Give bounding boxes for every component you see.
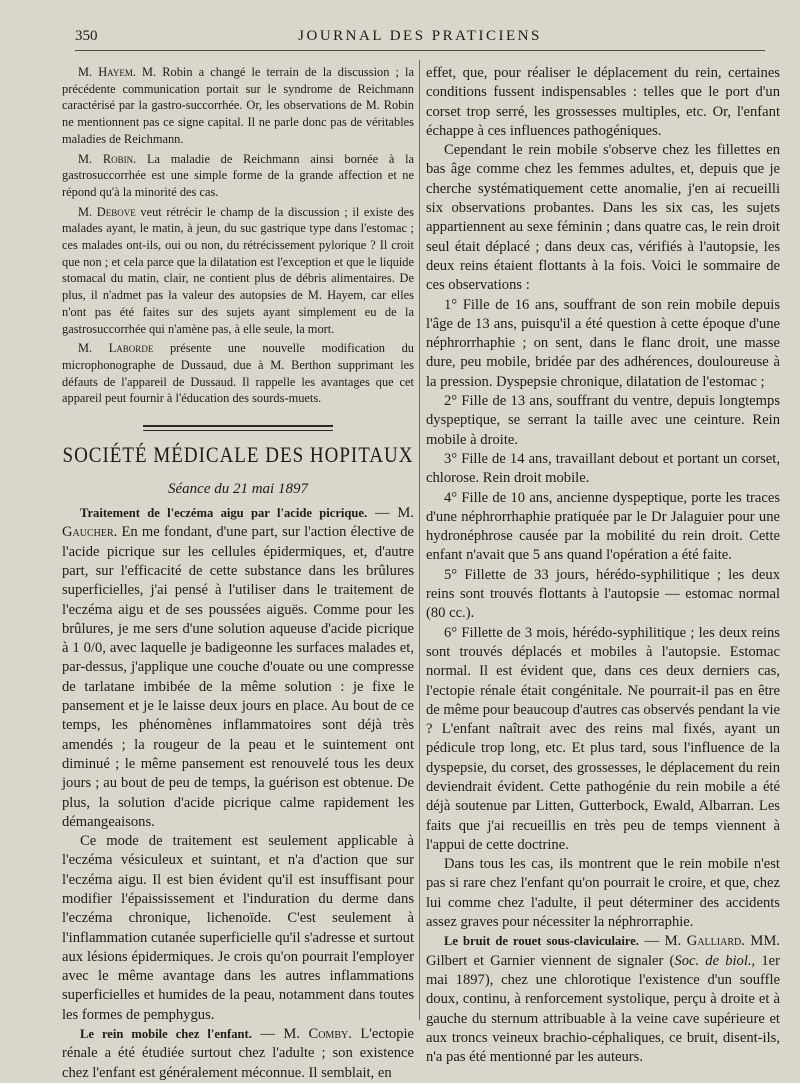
article-body [62,504,414,1083]
section-separator [143,425,333,431]
left-column [62,64,414,1083]
column-divider [419,60,420,1020]
paragraph: Dans tous les cas, ils montrent que le rein mobile n'est pas si rare chez l'enfant qu'on pourrait le croire, et que, chez lui comme chez l'adulte, il peut déterminer des accidents assez graves pour nécessiter la néphrorraphie. [426,856,780,931]
observation-item: 6° Fillette de 3 mois, hérédo-syphilitique ; les deux reins sont trouvés déplacés et mobiles à l'autopsie. Estomac normal. Il est évident que, dans ces deux derniers cas, l'ectopie rénale était congénitale. Ne pourrait-il pas en être de même pour beaucoup d'autres cas observés pendant la vie ? L'enfant naîtrait avec des reins mal fixés, ayant un pédicule trop long, etc. Et plus tard, sous l'influence de la dyspepsie, du corset, des grossesses, le déplacement du rein deviendrait évident. Cette pathogénie du rein mobile a été déjà soutenue par Litten, Gutterbock, Ewald, Albarran. Les faits que j'ai recueillis en très peu de temps viennent à l'appui de cette doctrine. [426,624,780,853]
section-title: SOCIÉTÉ MÉDICALE DES HOPITAUX [62,443,414,468]
discussion-block [62,64,414,407]
speaker-name: M. Laborde [78,341,154,356]
paragraph: Cependant le rein mobile s'observe chez les fillettes en bas âge comme chez les femmes adultes, et, depuis que je cherche systématiquement cette anomalie, j'en ai recueilli six observations probantes. Dans les six cas, les sujets appartiennent au sexe féminin ; dans quatre cas, le rein droit seul était déplacé ; dans deux cas, vérifiés à l'autopsie, les deux reins étaient flottants à la fois. Voici le sommaire de ces observations : [426,142,780,294]
paragraph: Ce mode de traitement est seulement applicable à l'eczéma vésiculeux et suintant, et n'a d'action que sur l'eczéma aigu. Il est bien évident qu'il est insuffisant pour modifier l'épaississement et l'induration du derme dans l'eczéma chronique, lichenoïde. C'est seulement à l'inflammation cutanée superficielle qu'il s'adresse et surtout aux lésions épidermiques. Je crois qu'on pourrait l'employer avec le même avantage dans les autres inflammations superficielles et humides de la peau, notamment dans toutes les formes de pemphygus. [62,833,414,1023]
speaker-name: M. Galliard. [664,933,745,950]
article-lead: Le bruit de rouet sous-claviculaire. [444,934,639,949]
speaker-name: M. Hayem. [78,65,136,79]
session-date: Séance du 21 mai 1897 [168,481,308,498]
speaker-name: M. Gaucher. [62,505,414,541]
paragraph-text: M. Robin a changé le terrain de la discussion ; la précédente communication portait sur le syndrome de Reichmann caractérisé par la gastro-succorrhée. Or, les observations de M. Robin ne mentionnent pas ce signe capital. Il ne parle donc pas de véritables maladies de Reichmann. [62,65,414,146]
page-header [75,26,765,51]
paragraph [62,64,414,148]
article-lead: Traitement de l'eczéma aigu par l'acide picrique. [80,506,368,521]
observation-item: 2° Fille de 13 ans, souffrant du ventre, depuis longtemps dyspeptique, se serrant la taille avec une ceinture. Rein mobile à droite. [426,393,780,448]
paragraph [62,151,414,201]
paragraph-text: L'ectopie rénale a été étudiée surtout chez l'adulte ; son existence chez l'enfant est généralement méconnue. Il semblait, en [62,1026,415,1081]
observation-item: 4° Fille de 10 ans, ancienne dyspeptique, porte les traces d'une néphrorrhaphie pratiquée par le Dr Jalaguier pour une hydronéphrose causée par la mobilité du rein droit. Cette enfant n'avait que 5 ans quand l'opération a été faite. [426,489,780,564]
speaker-name: M. Comby. [283,1026,352,1043]
paragraph-text: présente une nouvelle modification du microphonographe de Dussaud, due à M. Berthon supprimant les défauts de l'appareil de Dussaud. Il rappelle les avantages que cet appareil peut fournir à l'éducation des sourds-muets. [62,341,414,406]
right-column [426,64,780,1067]
paragraph: Traitement de l'eczéma aigu par l'acide picrique. — M. Gaucher. En me fondant, d'une part, sur l'action élective de l'acide picrique sur les cellules épidermiques, et, d'autre part, sur l'efficacité de cette substance dans les brûlures superficielles, j'ai pensé à l'utiliser dans le traitement de l'eczéma aigu et de ses poussées aiguës. Comme pour les brûlures, je me sers d'une solution aqueuse d'acide picrique à 1 0/0, avec laquelle je badigeonne les surfaces malades et, par-dessus, j'applique une couche d'ouate ou une compresse de tarlatane imbibée de la même solution : je fixe le pansement et je le laisse deux jours en place. Au bout de ce temps, les phénomènes inflammatoires sont déjà très amendés ; la rougeur de la peau et le suintement ont diminué ; le même pansement est renouvelé tous les deux jours ; au bout de peu de temps, la guérison est obtenue. De plus, la solution d'acide picrique calme rapidement les démangeaisons. [62,505,414,830]
speaker-name: M. Robin. [78,151,137,166]
paragraph [62,340,414,407]
observation-item: 5° Fillette de 33 jours, hérédo-syphilitique ; les deux reins sont trouvés flottants à l'autopsie — estomac normal (80 cc.). [426,566,780,622]
paragraph-text: veut rétrécir le champ de la discussion ; il existe des malades ayant, le matin, à jeun, du suc gastrique type dans l'estomac ; ces malades ont-ils, oui ou non, du rétrécissement pylorique ? Il croit que non ; et cela parce que la dilatation est l'exception et que le liquide stomacal du matin, clair, ne contient plus de débris alimentaires. De plus, il n'admet pas la valeur des autopsies de M. Hayem, car elles n'ont pas été faites sur des sujets ayant simplement eu de la gastrosuccorrhée qui n'amène pas, à elle seule, la mort. [62,204,414,336]
paragraph: Le rein mobile chez l'enfant. — M. Comby. L'ectopie rénale a été étudiée surtout chez l'adulte ; son existence chez l'enfant est généralement méconnue. Il semblait, en [62,1026,415,1081]
paragraph-text: La maladie de Reichmann ainsi bornée à la gastrosuccorrhée est une simple forme de la grande affection et ne répond qu'à la minorité des cas. [62,151,415,199]
speaker-name: M. Debove [78,204,136,219]
page-number: 350 [75,28,98,44]
observation-item: 1° Fille de 16 ans, souffrant de son rein mobile depuis l'âge de 13 ans, puisqu'il a été question à cette époque d'une néphrorrhaphie ; on sent, dans le flanc droit, une masse dure, peu mobile, bridée par des adhérences, douloureuse à la pression. Dyspepsie chronique, dilatation de l'estomac ; [426,296,780,390]
observation-item: 3° Fille de 14 ans, travaillant debout et portant un corset, chlorose. Rein droit mobile. [426,450,780,487]
article-lead: Le rein mobile chez l'enfant. [80,1027,252,1042]
paragraph-text: En me fondant, d'une part, sur l'action élective de l'acide picrique sur les cellules épidermiques, et, d'autre part, sur l'efficacité de cette substance dans les brûlures superficielles, j'ai pensé à l'utiliser dans le traitement de l'eczéma aigu et de ses poussées aiguës. Comme pour les brûlures, je me sers d'une solution aqueuse d'acide picrique à 1 0/0, avec laquelle je badigeonne les surfaces malades et, par-dessus, j'applique une couche d'ouate ou une compresse de tarlatane imbibée de la même solution : je fixe le pansement et je le laisse deux jours en place. Au bout de ce temps, les phénomènes inflammatoires sont déjà très amendés ; la rougeur de la peau et le suintement ont diminué ; le même pansement est renouvelé tous les deux jours ; au bout de peu de temps, la guérison est obtenue. De plus, la solution d'acide picrique calme rapidement les démangeaisons. [62,524,414,830]
paragraph [62,204,414,338]
running-head: JOURNAL DES PRATICIENS [298,28,542,44]
journal-reference: Soc. de biol. [674,952,752,969]
paragraph: Le bruit de rouet sous-claviculaire. — M. Galliard. MM. Gilbert et Garnier viennent de signaler (Soc. de biol., 1er mai 1897), chez une chlorotique l'existence d'un souffle doux, continu, à renforcement systolique, perçu à droite et à gauche du sternum attribuable à la veine cave supérieure et aux troncs veineux brachio-céphaliques, ce bruit, disent-ils, n'a pas été mentionné par les auteurs. [426,933,780,1066]
paragraph: effet, que, pour réaliser le déplacement du rein, certaines conditions fussent indispensables : telles que le port d'un corset trop serré, les grossesses multiples, etc. Or, l'enfant échappe à ces influences pathogéniques. [426,65,780,139]
